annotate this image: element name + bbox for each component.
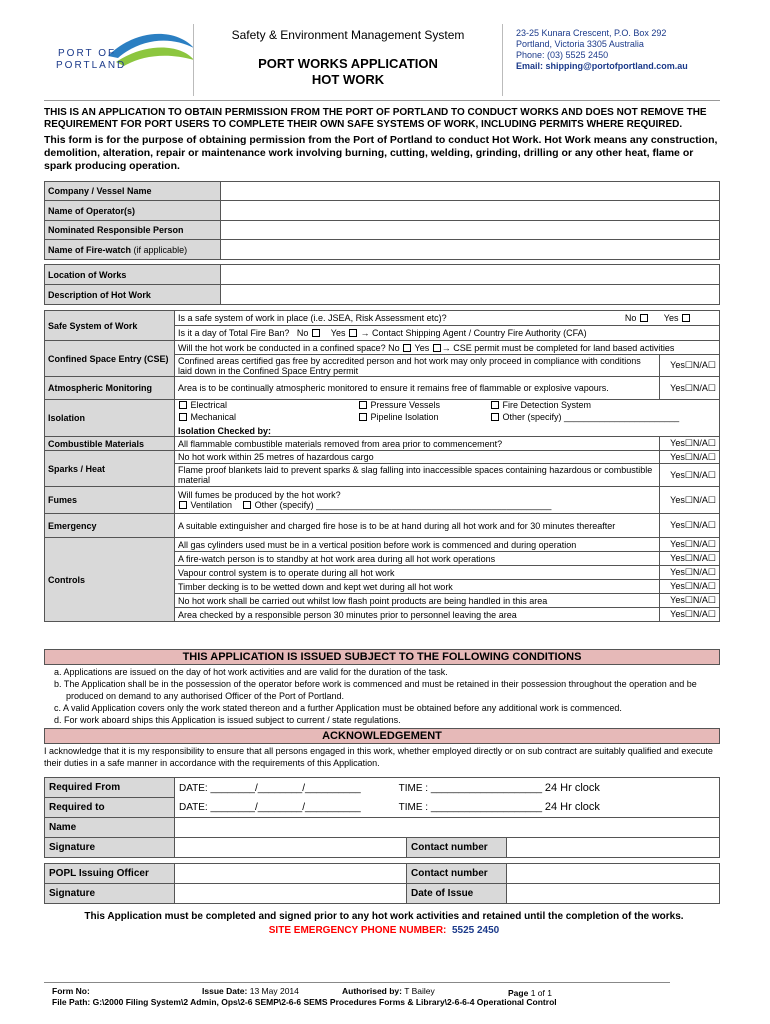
officer-contact-label: Contact number bbox=[407, 864, 507, 884]
officer-label: POPL Issuing Officer bbox=[45, 864, 175, 884]
conditions-list bbox=[54, 666, 720, 726]
tfb-arrow: → Contact Shipping Agent / Country Fire Authority (CFA) bbox=[360, 328, 587, 338]
atm-yn[interactable]: Yes☐N/A☐ bbox=[660, 377, 720, 400]
cse-yn[interactable]: Yes☐N/A☐ bbox=[660, 355, 720, 377]
cse-no-checkbox[interactable] bbox=[403, 344, 411, 352]
address-line2: Portland, Victoria 3305 Australia bbox=[516, 39, 644, 49]
location-field[interactable] bbox=[221, 265, 720, 285]
iso-pressure-label: Pressure Vessels bbox=[370, 400, 441, 410]
ctrl-yn-3[interactable]: Yes☐N/A☐ bbox=[660, 566, 720, 580]
tfb-yes-label: Yes bbox=[330, 328, 346, 338]
req-from-label: Required From bbox=[45, 778, 175, 798]
description-label: Description of Hot Work bbox=[45, 285, 221, 305]
atm-label: Atmospheric Monitoring bbox=[45, 377, 175, 400]
req-from-date[interactable]: DATE: ________/________/__________ bbox=[179, 782, 361, 794]
conditions-title: THIS APPLICATION IS ISSUED SUBJECT TO THE FOLLOWING CONDITIONS bbox=[44, 649, 720, 665]
fumes-label: Fumes bbox=[45, 487, 175, 514]
header-divider bbox=[44, 100, 720, 101]
condition-c: c. A valid Application covers only the work stated thereon and a further Application must be obtained before any additional work is commenced. bbox=[54, 703, 622, 713]
ctrl-yn-5[interactable]: Yes☐N/A☐ bbox=[660, 594, 720, 608]
fumes-condition bbox=[175, 487, 660, 514]
purpose-text: This form is for the purpose of obtaining permission from the Port of Portland to conduct Hot Work. Hot Work means any construction, demolition, alteration, repair or maintenance work involving burning, cutting, welding, grinding, drilling or any other heat, flame or spark producing operation. bbox=[44, 134, 718, 172]
contact-field[interactable] bbox=[507, 838, 720, 858]
ctrl-label: Controls bbox=[45, 538, 175, 622]
responsible-field[interactable] bbox=[221, 221, 720, 240]
table-row bbox=[45, 798, 720, 818]
officer-signature-label: Signature bbox=[45, 884, 175, 904]
completion-note bbox=[44, 910, 724, 938]
tfb-no-label: No bbox=[296, 328, 309, 338]
cse-condition: Confined areas certified gas free by accredited person and hot work may only proceed in compliance with conditions laid down in the Confined Space Entry permit bbox=[175, 355, 660, 377]
iso-mechanical-label: Mechanical bbox=[190, 412, 237, 422]
tfb-no-checkbox[interactable] bbox=[312, 329, 320, 337]
signature-table bbox=[44, 777, 720, 904]
tfb-question bbox=[175, 326, 720, 341]
cse-arrow: → CSE permit must be completed for land based activities bbox=[441, 342, 675, 353]
issue-date bbox=[202, 986, 299, 997]
footer-meta bbox=[52, 986, 742, 997]
ctrl-condition-6: Area checked by a responsible person 30 minutes prior to personnel leaving the area bbox=[175, 608, 660, 622]
req-to-time[interactable]: TIME : ____________________ bbox=[398, 802, 543, 814]
emer-label: Emergency bbox=[45, 514, 175, 538]
cse-yes-checkbox[interactable] bbox=[433, 344, 441, 352]
iso-fire-label: Fire Detection System bbox=[502, 400, 592, 410]
checks-table bbox=[44, 310, 720, 622]
condition-a: a. Applications are issued on the day of hot work activities and are valid for the duration of the task. bbox=[54, 667, 448, 677]
ctrl-yn-2[interactable]: Yes☐N/A☐ bbox=[660, 552, 720, 566]
authorised-value: T Bailey bbox=[404, 986, 435, 996]
location-label: Location of Works bbox=[45, 265, 221, 285]
table-row bbox=[45, 201, 720, 221]
ctrl-condition-4: Timber decking is to be wetted down and kept wet during all hot work bbox=[175, 580, 660, 594]
signature-field[interactable] bbox=[175, 838, 407, 858]
condition-b: b. The Application shall be in the possession of the operator before work is commenced and must be retained in their possession throughout the operation and be produced on demand to any authorised Officer of the Port of Portland. bbox=[54, 679, 697, 701]
name-label: Name bbox=[45, 818, 175, 838]
table-row bbox=[45, 884, 720, 904]
iso-pipeline-checkbox[interactable] bbox=[359, 413, 367, 421]
iso-pipeline-label: Pipeline Isolation bbox=[370, 412, 439, 422]
comb-label: Combustible Materials bbox=[45, 437, 175, 451]
logo-line2: PORTLAND bbox=[56, 60, 127, 71]
iso-label: Isolation bbox=[45, 400, 175, 437]
iso-pressure[interactable] bbox=[358, 400, 440, 410]
issue-date-label-footer: Issue Date: bbox=[202, 986, 248, 996]
operator-label: Name of Operator(s) bbox=[45, 201, 221, 221]
iso-fire-checkbox[interactable] bbox=[491, 401, 499, 409]
fumes-other-checkbox[interactable] bbox=[243, 501, 251, 509]
iso-electrical-checkbox[interactable] bbox=[179, 401, 187, 409]
emergency-number: 5525 2450 bbox=[451, 925, 500, 936]
ctrl-yn-6[interactable]: Yes☐N/A☐ bbox=[660, 608, 720, 622]
table-row bbox=[45, 285, 720, 305]
emergency-line bbox=[44, 924, 724, 938]
req-from-time[interactable]: TIME : ____________________ bbox=[398, 782, 543, 794]
condition-d: d. For work aboard ships this Application is issued subject to current / state regulations. bbox=[54, 715, 401, 725]
ctrl-yn-4[interactable]: Yes☐N/A☐ bbox=[660, 580, 720, 594]
form-title-line2: HOT WORK bbox=[311, 72, 385, 87]
safe-yes-label: Yes bbox=[663, 313, 679, 323]
emer-condition: A suitable extinguisher and charged fire hose is to be at hand during all hot work and for 30 minutes thereafter bbox=[175, 514, 660, 538]
ctrl-yn-1[interactable]: Yes☐N/A☐ bbox=[660, 538, 720, 552]
officer-contact-field[interactable] bbox=[507, 864, 720, 884]
officer-field[interactable] bbox=[175, 864, 407, 884]
iso-other[interactable] bbox=[490, 412, 679, 422]
safe-question bbox=[175, 311, 720, 326]
iso-grid bbox=[178, 400, 716, 426]
tfb-question-text: Is it a day of Total Fire Ban? bbox=[178, 328, 290, 338]
safe-question-text: Is a safe system of work in place (i.e. JSEA, Risk Assessment etc)? bbox=[178, 313, 447, 323]
page-number bbox=[508, 988, 552, 999]
table-row bbox=[45, 240, 720, 260]
emer-yn[interactable]: Yes☐N/A☐ bbox=[660, 514, 720, 538]
issue-date-label: Date of Issue bbox=[407, 884, 507, 904]
table-row bbox=[45, 864, 720, 884]
officer-signature-field[interactable] bbox=[175, 884, 407, 904]
comb-condition: All flammable combustible materials removed from area prior to commencement? bbox=[175, 437, 660, 451]
safe-yn bbox=[625, 313, 716, 323]
footer-divider bbox=[44, 982, 670, 983]
req-to-fields[interactable] bbox=[175, 798, 720, 818]
form-title bbox=[194, 56, 502, 88]
req-from-clock: 24 Hr clock bbox=[544, 781, 600, 794]
table-row bbox=[45, 818, 720, 838]
iso-other-checkbox[interactable] bbox=[491, 413, 499, 421]
form-title-line1: PORT WORKS APPLICATION bbox=[258, 56, 438, 71]
table-row bbox=[45, 265, 720, 285]
description-field[interactable] bbox=[221, 285, 720, 305]
iso-mechanical[interactable] bbox=[178, 412, 236, 422]
firewatch-label bbox=[45, 240, 221, 260]
details-table bbox=[44, 181, 720, 260]
authorised-label: Authorised by: bbox=[342, 986, 402, 996]
safe-no-label: No bbox=[624, 313, 637, 323]
cse-no-label: No bbox=[388, 342, 400, 353]
fumes-yn[interactable]: Yes☐N/A☐ bbox=[660, 487, 720, 514]
iso-electrical-label: Electrical bbox=[190, 400, 228, 410]
fumes-question: Will fumes be produced by the hot work? bbox=[178, 490, 341, 500]
req-from-fields[interactable] bbox=[175, 778, 720, 798]
fumes-other-label: Other (specify) _______________________________________________ bbox=[254, 500, 552, 510]
spark-condition-2: Flame proof blankets laid to prevent sparks & slag falling into inaccessible spaces containing hazardous or combustible material bbox=[175, 464, 660, 487]
firewatch-field[interactable] bbox=[221, 240, 720, 260]
req-to-label: Required to bbox=[45, 798, 175, 818]
logo-line1: PORT OF bbox=[58, 48, 117, 59]
req-to-date[interactable]: DATE: ________/________/__________ bbox=[179, 802, 361, 814]
table-row bbox=[45, 221, 720, 240]
atm-condition: Area is to be continually atmospheric monitored to ensure it remains free of flammable or explosive vapours. bbox=[175, 377, 660, 400]
page-label: Page bbox=[508, 988, 529, 998]
iso-mechanical-checkbox[interactable] bbox=[179, 413, 187, 421]
address-line1: 23-25 Kunara Crescent, P.O. Box 292 bbox=[516, 28, 667, 38]
iso-pipeline[interactable] bbox=[358, 412, 439, 422]
tfb-yes-checkbox[interactable] bbox=[349, 329, 357, 337]
issue-date-field[interactable] bbox=[507, 884, 720, 904]
cse-question bbox=[175, 341, 720, 355]
iso-checked: Isolation Checked by: bbox=[178, 426, 272, 436]
phone: Phone: (03) 5525 2450 bbox=[516, 50, 609, 60]
safe-label: Safe System of Work bbox=[45, 311, 175, 341]
email-link[interactable]: Email: shipping@portofportland.com.au bbox=[516, 61, 688, 71]
file-path: File Path: G:\2000 Filing System\2 Admin, Ops\2-6 SEMP\2-6-6 SEMS Procedures Forms & Library\2-6-6-4 Operational Control bbox=[52, 997, 557, 1007]
cse-label: Confined Space Entry (CSE) bbox=[45, 341, 175, 377]
notice-text: THIS IS AN APPLICATION TO OBTAIN PERMISSION FROM THE PORT OF PORTLAND TO CONDUCT WORKS AND DOES NOT REMOVE THE REQUIREMENT FOR PORT USERS TO COMPLETE THEIR OWN SAFE SYSTEMS OF WORK, INCLUDING PERMITS WHERE REQUIRED. bbox=[44, 107, 707, 130]
footer bbox=[52, 986, 742, 1008]
spark-condition-1: No hot work within 25 metres of hazardous cargo bbox=[175, 451, 660, 464]
iso-pressure-checkbox[interactable] bbox=[359, 401, 367, 409]
safe-yes-checkbox[interactable] bbox=[682, 314, 690, 322]
fumes-options bbox=[178, 500, 656, 510]
firewatch-label-text: Name of Fire-watch bbox=[48, 244, 132, 255]
table-row bbox=[45, 778, 720, 798]
page-value: 1 of 1 bbox=[530, 988, 552, 998]
req-to-clock: 24 Hr clock bbox=[544, 801, 600, 814]
spark-yn-2[interactable]: Yes☐N/A☐ bbox=[660, 464, 720, 487]
safe-no-checkbox[interactable] bbox=[640, 314, 648, 322]
fumes-vent-checkbox[interactable] bbox=[179, 501, 187, 509]
operator-field[interactable] bbox=[221, 201, 720, 221]
iso-electrical[interactable] bbox=[178, 400, 227, 410]
company-field[interactable] bbox=[221, 182, 720, 201]
system-name: Safety & Environment Management System bbox=[231, 28, 465, 42]
authorised bbox=[342, 986, 435, 997]
ctrl-condition-1: All gas cylinders used must be in a vertical position before work is commenced and during operation bbox=[175, 538, 660, 552]
cse-yes-label: Yes bbox=[414, 342, 430, 353]
emergency-label: SITE EMERGENCY PHONE NUMBER: bbox=[268, 925, 447, 936]
name-field[interactable] bbox=[175, 818, 720, 838]
contact-block bbox=[516, 28, 756, 72]
comb-yn[interactable]: Yes☐N/A☐ bbox=[660, 437, 720, 451]
spark-yn-1[interactable]: Yes☐N/A☐ bbox=[660, 451, 720, 464]
contact-label: Contact number bbox=[407, 838, 507, 858]
signature-label: Signature bbox=[45, 838, 175, 858]
fumes-vent-label: Ventilation bbox=[190, 500, 233, 510]
port-logo bbox=[46, 28, 196, 88]
header-title-block bbox=[193, 24, 503, 96]
ctrl-condition-2: A fire-watch person is to standby at hot work area during all hot work operations bbox=[175, 552, 660, 566]
location-table bbox=[44, 264, 720, 305]
issue-date-value: 13 May 2014 bbox=[249, 986, 299, 996]
ack-title: ACKNOWLEDGEMENT bbox=[44, 728, 720, 744]
ack-text: I acknowledge that it is my responsibility to ensure that all persons engaged in this work, whether employed directly or on sub contract are suitably qualified and execute their duties in a safe manner in accordance with the requirements of this Application. bbox=[44, 746, 713, 768]
spark-label: Sparks / Heat bbox=[45, 451, 175, 487]
iso-options bbox=[175, 400, 720, 437]
completion-text: This Application must be completed and signed prior to any hot work activities and retained until the completion of the works. bbox=[84, 911, 684, 922]
table-row bbox=[45, 838, 720, 858]
iso-fire[interactable] bbox=[490, 400, 591, 410]
firewatch-note: (if applicable) bbox=[133, 244, 188, 255]
ctrl-condition-5: No hot work shall be carried out whilst low flash point products are being handled in this area bbox=[175, 594, 660, 608]
cse-question-text: Will the hot work be conducted in a confined space? bbox=[178, 342, 386, 353]
ctrl-condition-3: Vapour control system is to operate during all hot work bbox=[175, 566, 660, 580]
table-row bbox=[45, 182, 720, 201]
company-label: Company / Vessel Name bbox=[45, 182, 221, 201]
responsible-label: Nominated Responsible Person bbox=[45, 221, 221, 240]
iso-other-label: Other (specify) _______________________ bbox=[502, 412, 680, 422]
form-no: Form No: bbox=[52, 986, 90, 996]
